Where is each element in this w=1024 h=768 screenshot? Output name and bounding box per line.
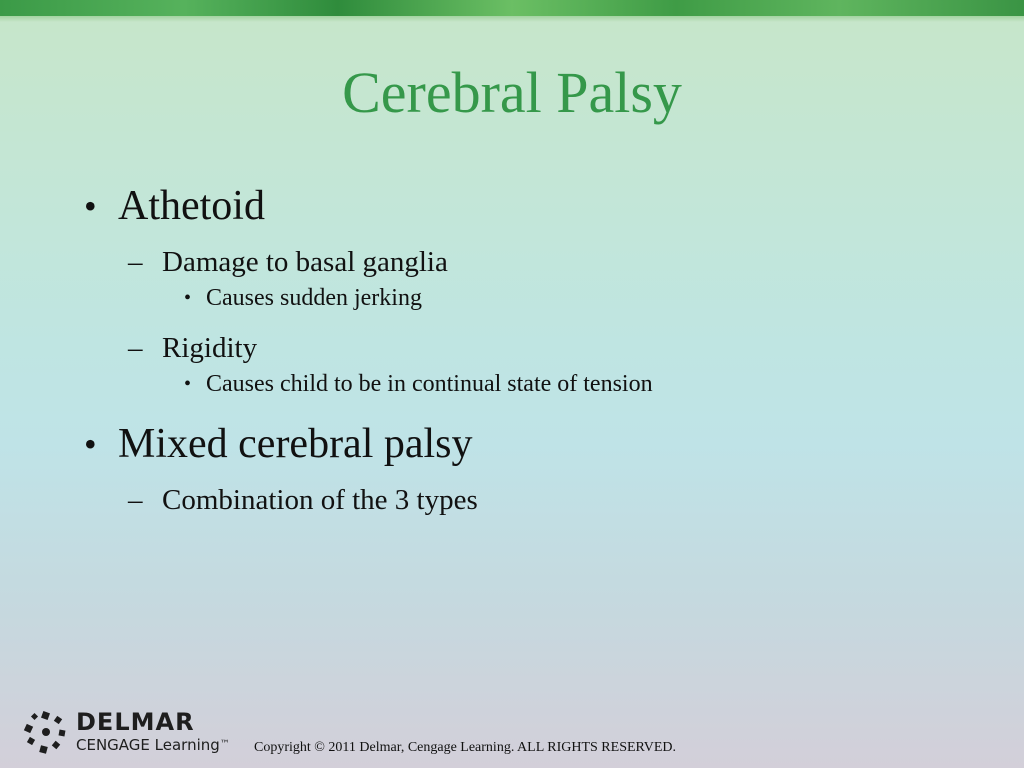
trademark-symbol: ™ <box>219 739 230 750</box>
dash-marker: – <box>128 484 143 516</box>
detail-sudden-jerking <box>80 282 960 314</box>
logo-wordmark-bottom: CENGAGE Learning™ <box>76 736 230 754</box>
detail-text: Causes sudden jerking <box>206 285 422 311</box>
bullet-marker: • <box>84 424 97 464</box>
slide-body <box>80 180 960 520</box>
detail-continual-tension <box>80 368 960 400</box>
dash-marker: – <box>128 246 143 278</box>
subbullet-text: Damage to basal ganglia <box>162 246 448 278</box>
delmar-cengage-dots-icon <box>22 708 70 756</box>
publisher-logo <box>22 708 262 756</box>
bullet-marker: • <box>184 373 192 395</box>
dash-marker: – <box>128 332 143 364</box>
subbullet-damage-basal-ganglia <box>80 242 960 282</box>
bullet-text: Mixed cerebral palsy <box>118 421 473 467</box>
detail-text: Causes child to be in continual state of tension <box>206 371 653 397</box>
slide-title: Cerebral Palsy <box>342 60 682 125</box>
bullet-athetoid <box>80 180 960 232</box>
copyright-notice: Copyright © 2011 Delmar, Cengage Learning. ALL RIGHTS RESERVED. <box>254 740 677 755</box>
bullet-marker: • <box>184 287 192 309</box>
subbullet-combination-types <box>80 480 960 520</box>
bullet-text: Athetoid <box>118 183 265 229</box>
subbullet-text: Rigidity <box>162 332 258 364</box>
subbullet-text: Combination of the 3 types <box>162 484 478 516</box>
logo-wordmark-top: DELMAR <box>76 708 195 736</box>
top-decorative-band <box>0 0 1024 16</box>
bullet-mixed-cerebral-palsy <box>80 418 960 470</box>
subbullet-rigidity <box>80 328 960 368</box>
bullet-marker: • <box>84 186 97 226</box>
